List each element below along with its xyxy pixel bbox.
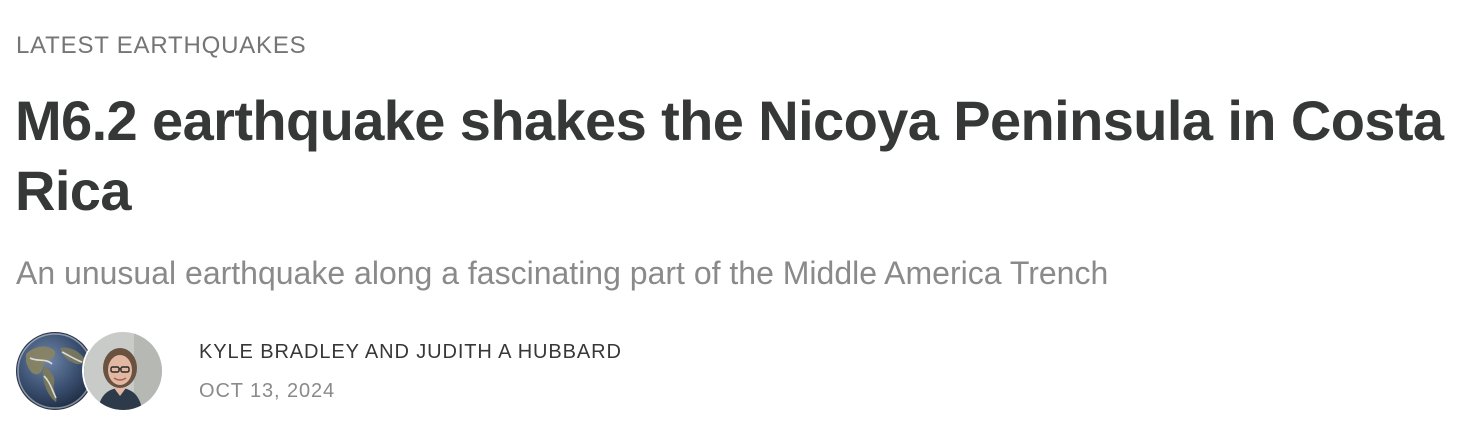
post-title: M6.2 earthquake shakes the Nicoya Peninsula in Costa Rica	[15, 89, 1444, 222]
post-subtitle: An unusual earthquake along a fascinating part of the Middle America Trench	[16, 255, 1109, 291]
section-label-link[interactable]: LATEST EARTHQUAKES	[16, 32, 307, 59]
person-avatar-icon	[84, 332, 162, 410]
byline	[16, 328, 816, 412]
author-names-link[interactable]: KYLE BRADLEY AND JUDITH A HUBBARD	[199, 341, 622, 363]
author-avatar-person[interactable]	[82, 330, 164, 412]
post-date: OCT 13, 2024	[199, 380, 336, 402]
author-avatars	[16, 328, 166, 412]
